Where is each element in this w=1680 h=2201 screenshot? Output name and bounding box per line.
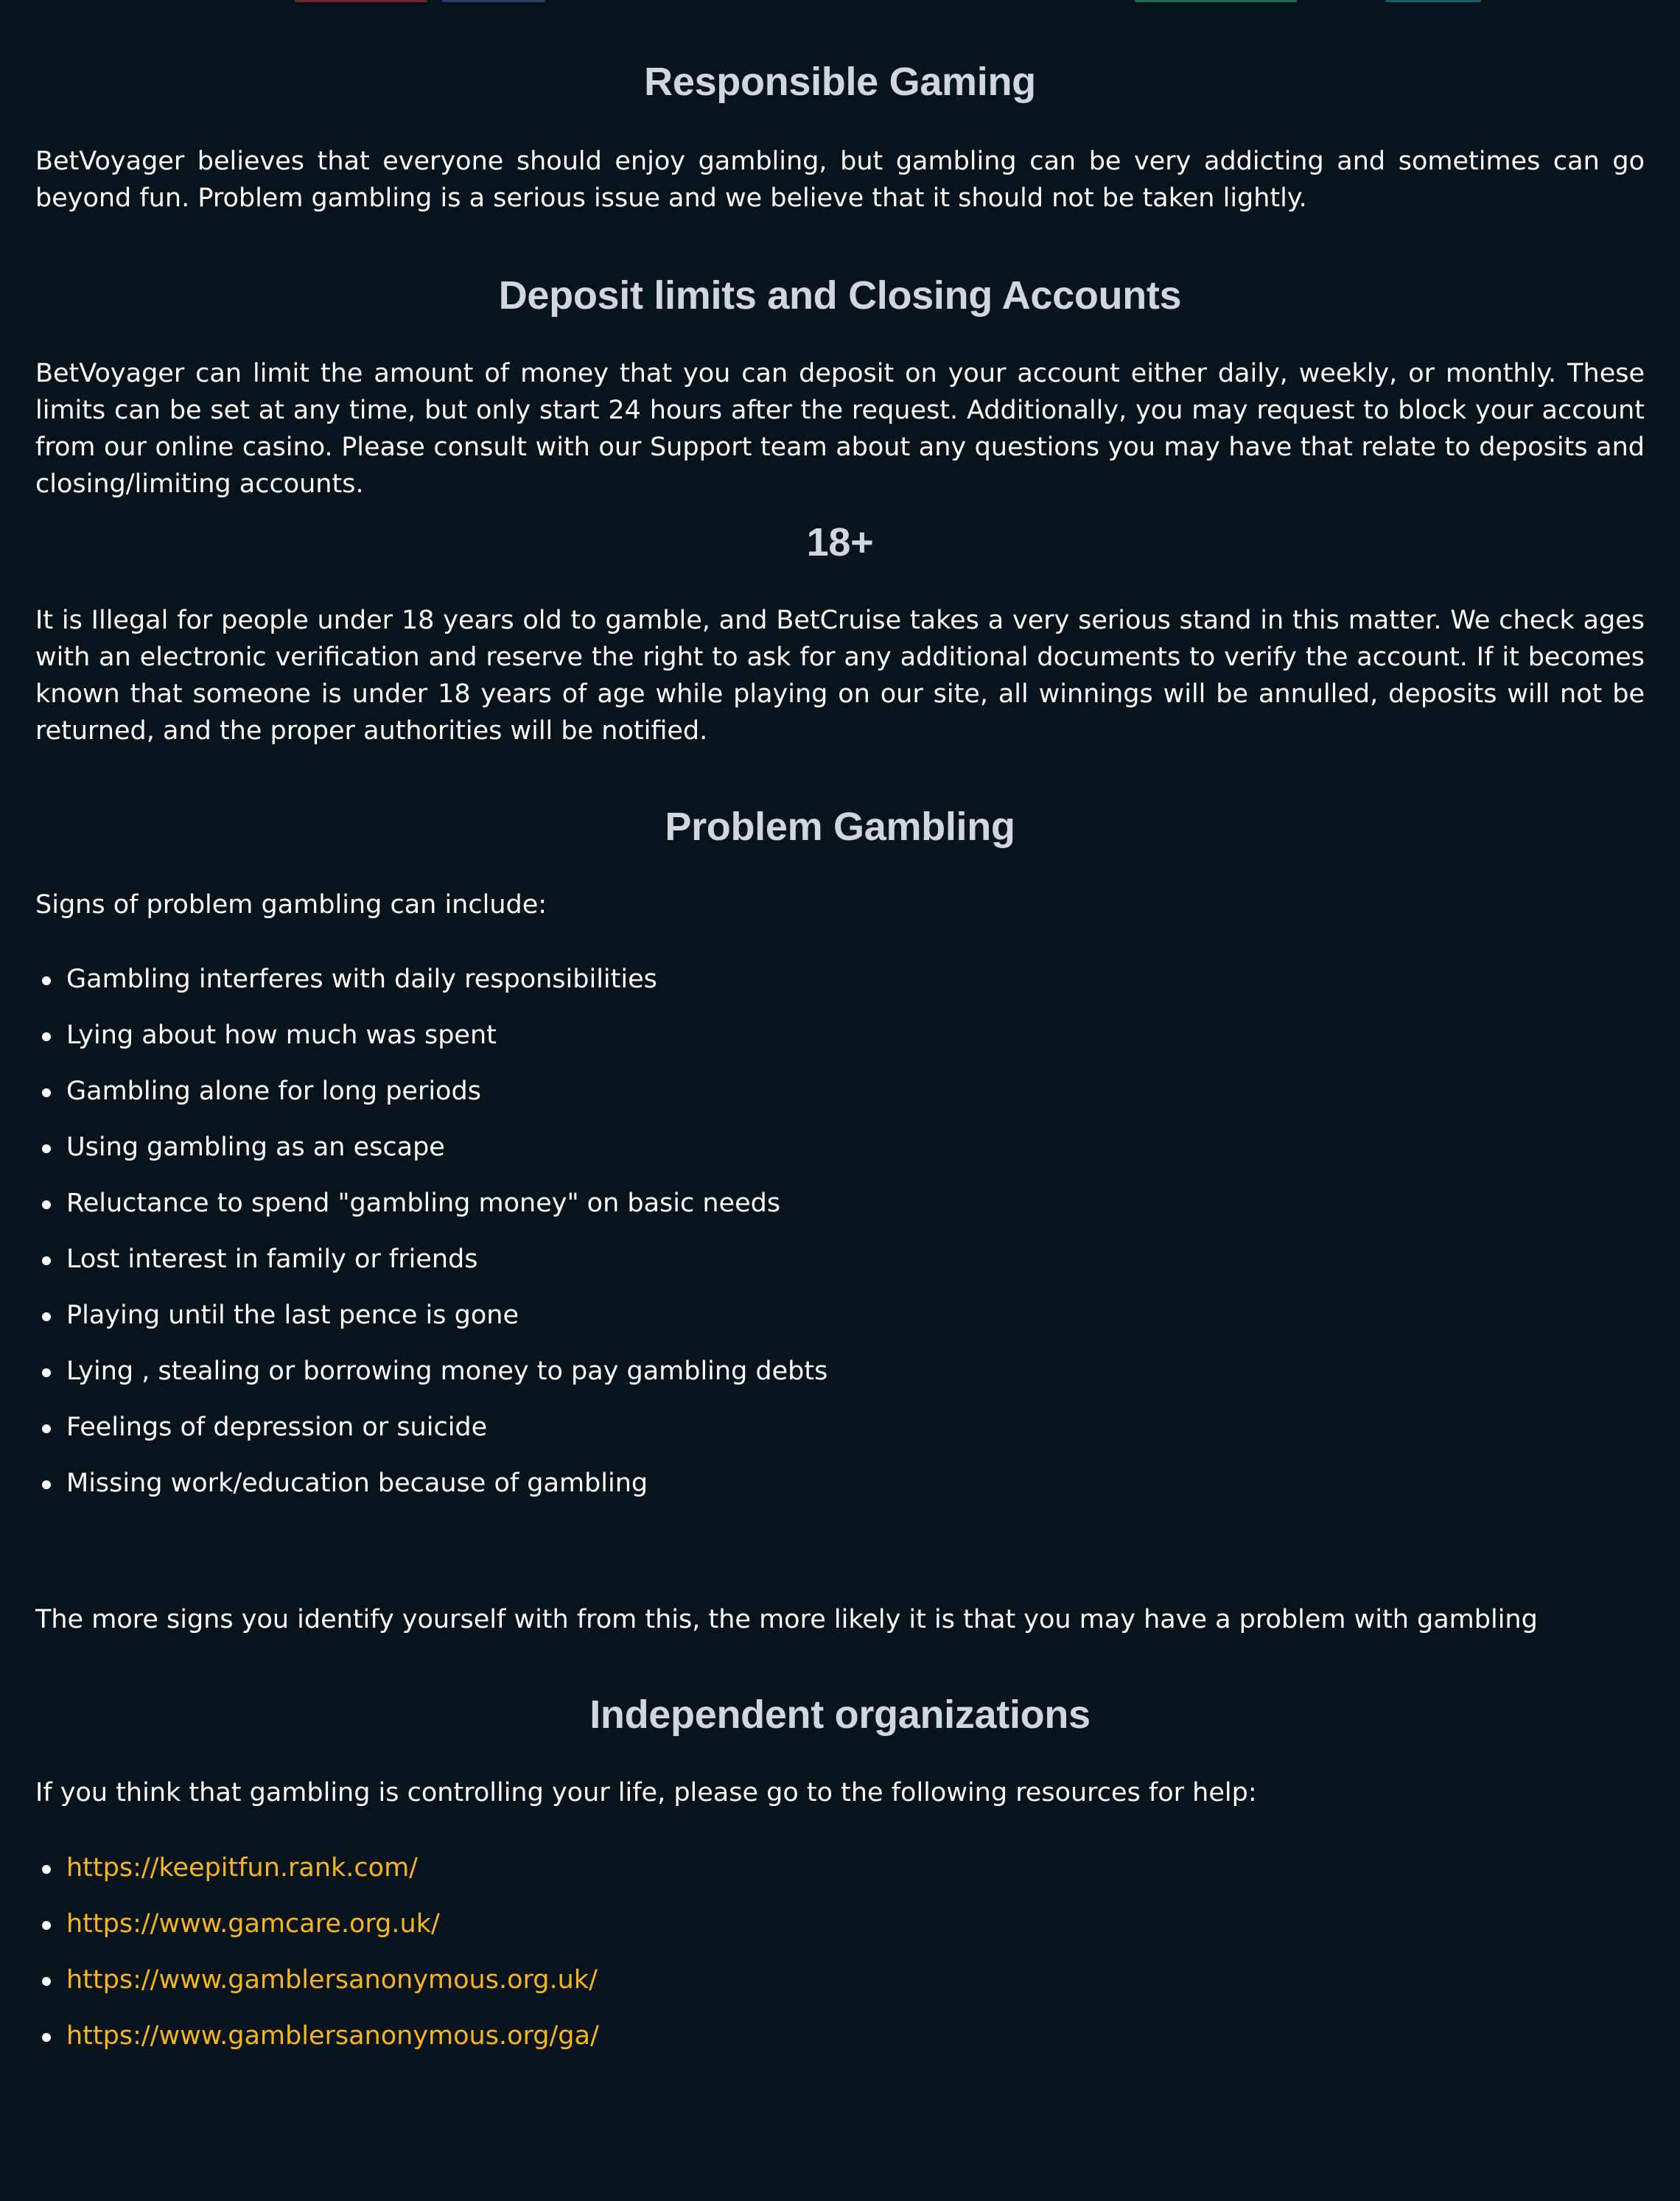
problem-gambling-intro: Signs of problem gambling can include: <box>35 890 547 920</box>
keepitfun-link[interactable]: https://keepitfun.rank.com/ <box>66 1853 418 1883</box>
independent-organizations-intro: If you think that gambling is controlling your life, please go to the following resources for help: <box>35 1778 1257 1808</box>
list-item <box>35 1962 1645 2018</box>
list-item: Gambling alone for long periods <box>35 1073 1645 1129</box>
gamcare-link[interactable]: https://www.gamcare.org.uk/ <box>66 1909 440 1939</box>
gamblers-anonymous-uk-link[interactable]: https://www.gamblersanonymous.org.uk/ <box>66 1965 598 1995</box>
list-item: Using gambling as an escape <box>35 1129 1645 1185</box>
deposit-limits-paragraph: BetVoyager can limit the amount of money that you can deposit on your account either daily, weekly, or monthly. These limits can be set at any time, but only start 24 hours after the request. Additionally, you may request to block your account from our online casino. Please consult with our Support team about any questions you may have that relate to deposits and closing/limiting accounts. <box>35 359 1645 499</box>
list-item: Lying , stealing or borrowing money to pay gambling debts <box>35 1353 1645 1409</box>
list-item: Lost interest in family or friends <box>35 1241 1645 1297</box>
problem-gambling-outro: The more signs you identify yourself with from this, the more likely it is that you may have a problem with gambling <box>35 1605 1538 1634</box>
list-item <box>35 1850 1645 1906</box>
deposit-limits-heading: Deposit limits and Closing Accounts <box>498 273 1182 318</box>
responsible-gaming-heading: Responsible Gaming <box>644 60 1036 104</box>
age-restriction-paragraph: It is Illegal for people under 18 years old to gamble, and BetCruise takes a very serious stand in this matter. We check ages with an electronic verification and reserve the right to ask for any additional documents to verify the account. If it becomes known that someone is under 18 years of age while playing on our site, all winnings will be annulled, deposits will not be returned, and the proper authorities will be notified. <box>35 606 1645 746</box>
list-item <box>35 1906 1645 1962</box>
top-decorative-strip <box>0 0 1680 3</box>
list-item: Gambling interferes with daily responsibilities <box>35 961 1645 1017</box>
independent-organizations-heading: Independent organizations <box>589 1693 1091 1737</box>
responsible-gaming-paragraph: BetVoyager believes that everyone should enjoy gambling, but gambling can be very addicting and sometimes can go beyond fun. Problem gambling is a serious issue and we believe that it should not be taken lightly. <box>35 147 1645 213</box>
problem-signs-list <box>35 961 1645 1521</box>
list-item: Lying about how much was spent <box>35 1017 1645 1073</box>
gamblers-anonymous-ga-link[interactable]: https://www.gamblersanonymous.org/ga/ <box>66 2021 599 2051</box>
list-item: Playing until the last pence is gone <box>35 1297 1645 1353</box>
list-item: Feelings of depression or suicide <box>35 1409 1645 1465</box>
list-item: Missing work/education because of gambling <box>35 1465 1645 1521</box>
list-item: Reluctance to spend "gambling money" on basic needs <box>35 1185 1645 1241</box>
age-restriction-heading: 18+ <box>806 520 874 564</box>
list-item <box>35 2018 1645 2074</box>
problem-gambling-heading: Problem Gambling <box>665 805 1015 849</box>
help-resources-list <box>35 1850 1645 2074</box>
